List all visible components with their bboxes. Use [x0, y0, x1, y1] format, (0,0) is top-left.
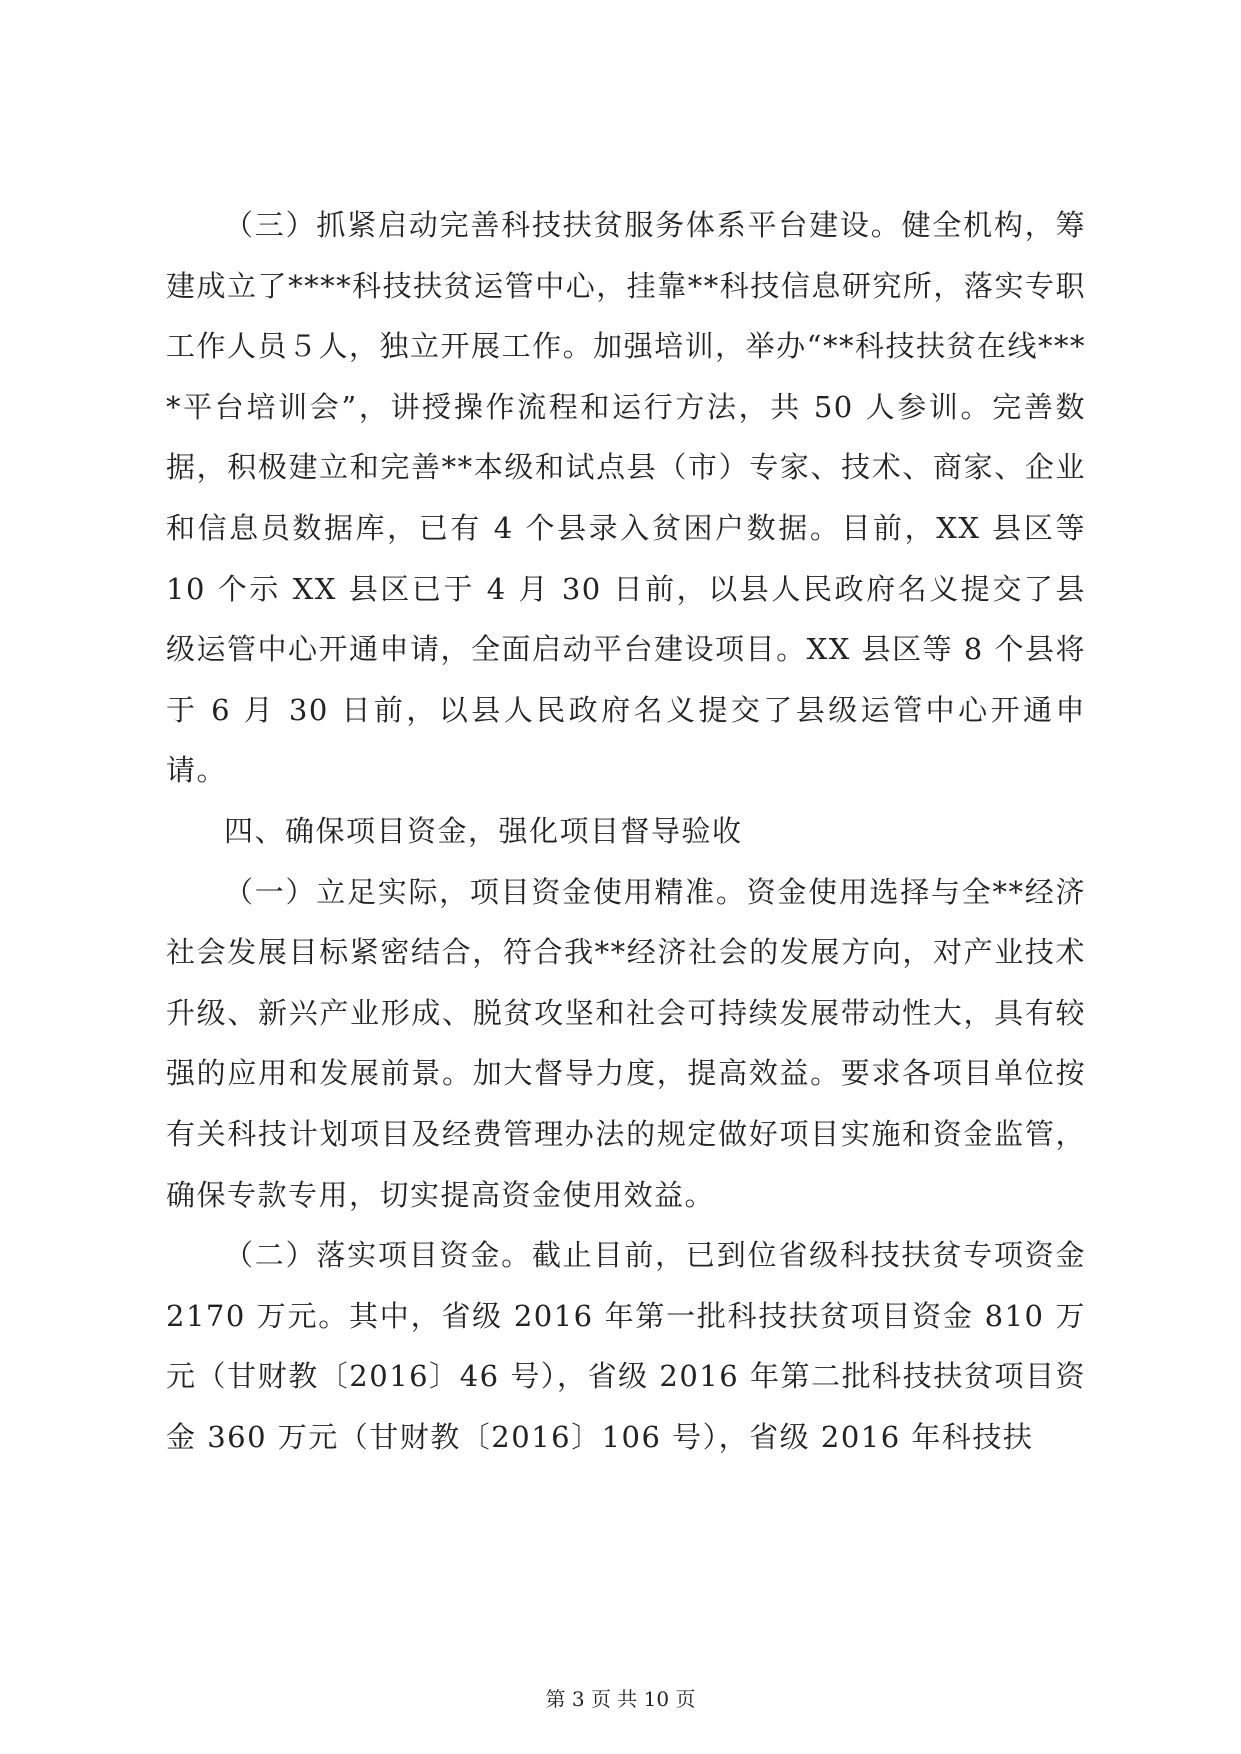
paragraph-funds-usage: （一）立足实际，项目资金使用精准。资金使用选择与全**经济社会发展目标紧密结合，符合我**经济社会的发展方向，对产业技术升级、新兴产业形成、脱贫攻坚和社会可持续发展带动性大，具有较强的应用和发展前景。加大督导力度，提高效益。要求各项目单位按有关科技计划项目及经费管理办法的规定做好项目实施和资金监管，确保专款专用，切实提高资金使用效益。 [166, 874, 1086, 1212]
paragraph-funds-implementation: （二）落实项目资金。截止目前，已到位省级科技扶贫专项资金 2170 万元。其中，省级 2016 年第一批科技扶贫项目资金 810 万元（甘财教〔2016〕46 号），省级 2016 年第二批科技扶贫项目资金 360 万元（甘财教〔2016〕106 号），省级 2016 年科技扶 [166, 1238, 1086, 1454]
page-number-footer: 第 3 页 共 10 页 [545, 1687, 696, 1711]
section-heading-project-funds: 四、确保项目资金，强化项目督导验收 [224, 813, 743, 848]
paragraph-platform-construction: （三）抓紧启动完善科技扶贫服务体系平台建设。健全机构，筹建成立了****科技扶贫运管中心，挂靠**科技信息研究所，落实专职工作人员５人，独立开展工作。加强培训，举办“**科技扶贫在线****平台培训会”，讲授操作流程和运行方法，共 50 人参训。完善数据，积极建立和完善**本级和试点县（市）专家、技术、商家、企业和信息员数据库，已有 4 个县录入贫困户数据。目前，XX 县区等 10 个示 XX 县区已于 4 月 30 日前，以县人民政府名义提交了县级运管中心开通申请，全面启动平台建设项目。XX 县区等 8 个县将于 6 月 30 日前，以县人民政府名义提交了县级运管中心开通申请。 [166, 208, 1086, 788]
document-body [166, 195, 1086, 1467]
